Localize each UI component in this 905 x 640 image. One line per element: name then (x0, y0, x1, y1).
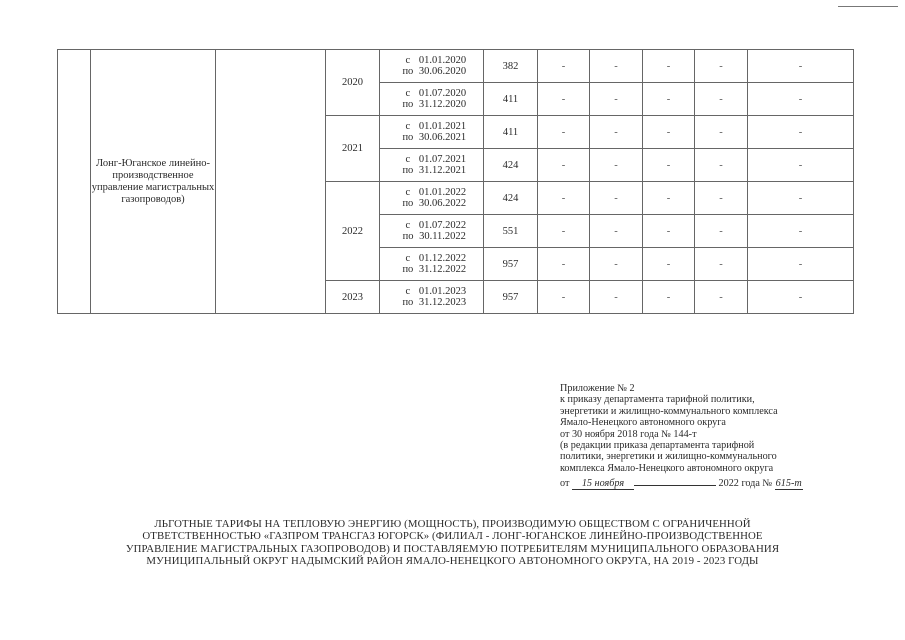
header-rule (838, 6, 898, 7)
period-cell (380, 149, 484, 182)
dash-cell: - (643, 116, 695, 149)
tariff-value-cell: 424 (484, 149, 538, 182)
tariff-value-cell: 957 (484, 248, 538, 281)
period-to-date: 30.06.2021 (418, 132, 467, 143)
period-from-date: 01.01.2020 (418, 55, 467, 66)
appendix-line: от 30 ноября 2018 года № 144-т (560, 428, 697, 440)
table-row (58, 50, 854, 83)
dash-cell: - (748, 281, 854, 314)
organization-cell: Лонг-Юганское линейно-производственное управление магистральных газопроводов) (91, 50, 216, 314)
title-line: УПРАВЛЕНИЕ МАГИСТРАЛЬНЫХ ГАЗОПРОВОДОВ) И ПОСТАВЛЯЕМУЮ ПОТРЕБИТЕЛЯМ МУНИЦИПАЛЬНОГО ОБРАЗОВАНИЯ (125, 542, 780, 555)
from-prefix: с (405, 253, 411, 264)
dash-cell: - (695, 116, 748, 149)
tariff-value-cell: 382 (484, 50, 538, 83)
dash-cell: - (538, 149, 590, 182)
dash-cell: - (590, 50, 643, 83)
to-prefix: по (402, 231, 414, 242)
period-from-date: 01.01.2022 (418, 187, 467, 198)
dash-cell: - (590, 215, 643, 248)
dash-cell: - (643, 149, 695, 182)
year-cell: 2022 (326, 182, 380, 281)
period-cell (380, 248, 484, 281)
dash-cell: - (748, 215, 854, 248)
year-text: 2022 года № (718, 478, 773, 490)
dash-cell: - (538, 281, 590, 314)
dash-cell: - (695, 149, 748, 182)
document-title (40, 518, 865, 568)
from-prefix: с (405, 187, 411, 198)
title-line: МУНИЦИПАЛЬНЫЙ ОКРУГ НАДЫМСКИЙ РАЙОН ЯМАЛО-НЕНЕЦКОГО АВТОНОМНОГО ОКРУГА, НА 2019 - 2023 ГОДЫ (146, 555, 759, 568)
period-from-date: 01.01.2023 (418, 286, 467, 297)
from-word: от (560, 478, 570, 490)
title-line: ЛЬГОТНЫЕ ТАРИФЫ НА ТЕПЛОВУЮ ЭНЕРГИЮ (МОЩНОСТЬ), ПРОИЗВОДИМУЮ ОБЩЕСТВОМ С ОГРАНИЧЕННОЙ (154, 518, 751, 530)
to-prefix: по (402, 66, 414, 77)
dash-cell: - (643, 50, 695, 83)
from-prefix: с (405, 220, 411, 231)
dash-cell: - (538, 248, 590, 281)
dash-cell: - (590, 83, 643, 116)
dash-cell: - (695, 83, 748, 116)
appendix-title: Приложение № 2 (560, 383, 635, 394)
appendix-line: энергетики и жилищно-коммунального комплекса (560, 405, 778, 417)
period-cell (380, 116, 484, 149)
period-from-date: 01.07.2021 (418, 154, 467, 165)
dash-cell: - (643, 281, 695, 314)
period-to-date: 30.11.2022 (419, 231, 466, 242)
dash-cell: - (538, 50, 590, 83)
period-from-date: 01.07.2020 (418, 88, 467, 99)
dash-cell: - (695, 248, 748, 281)
dash-cell: - (643, 83, 695, 116)
dash-cell: - (643, 215, 695, 248)
dash-cell: - (538, 116, 590, 149)
period-to-date: 31.12.2021 (418, 165, 467, 176)
tariff-value-cell: 411 (484, 116, 538, 149)
dash-cell: - (695, 50, 748, 83)
to-prefix: по (402, 99, 414, 110)
appendix-line: комплекса Ямало-Ненецкого автономного округа (560, 462, 774, 474)
period-to-date: 30.06.2022 (418, 198, 467, 209)
period-cell (380, 50, 484, 83)
period-cell (380, 182, 484, 215)
period-to-date: 31.12.2020 (418, 99, 467, 110)
from-prefix: с (405, 121, 411, 132)
period-cell (380, 215, 484, 248)
dash-cell: - (590, 281, 643, 314)
period-to-date: 31.12.2023 (418, 297, 467, 308)
empty-cell (216, 50, 326, 314)
tariff-value-cell: 957 (484, 281, 538, 314)
dash-cell: - (590, 116, 643, 149)
appendix-line: Ямало-Ненецкого автономного округа (560, 417, 726, 429)
handwritten-date: 15 ноября (572, 478, 634, 490)
to-prefix: по (402, 264, 414, 275)
dash-cell: - (643, 182, 695, 215)
appendix-line: (в редакции приказа департамента тарифной (560, 440, 755, 452)
dash-cell: - (538, 215, 590, 248)
period-from-date: 01.01.2021 (418, 121, 467, 132)
to-prefix: по (402, 165, 414, 176)
dash-cell: - (748, 149, 854, 182)
dash-cell: - (538, 83, 590, 116)
year-cell: 2023 (326, 281, 380, 314)
dash-cell: - (695, 182, 748, 215)
dash-cell: - (748, 50, 854, 83)
dash-cell: - (748, 248, 854, 281)
title-line: ОТВЕТСТВЕННОСТЬЮ «ГАЗПРОМ ТРАНСГАЗ ЮГОРСК» (ФИЛИАЛ - ЛОНГ-ЮГАНСКОЕ ЛИНЕЙНО-ПРОИЗВОДСТВЕННОЕ (142, 530, 763, 543)
dash-cell: - (538, 182, 590, 215)
from-prefix: с (405, 88, 411, 99)
appendix-line: политики, энергетики и жилищно-коммунального (560, 451, 777, 463)
tariff-value-cell: 411 (484, 83, 538, 116)
blank-underline (634, 474, 716, 486)
from-prefix: с (405, 154, 411, 165)
dash-cell: - (643, 248, 695, 281)
dash-cell: - (590, 182, 643, 215)
period-from-date: 01.12.2022 (418, 253, 467, 264)
appendix-signature-line (560, 474, 860, 490)
dash-cell: - (590, 248, 643, 281)
tariff-value-cell: 424 (484, 182, 538, 215)
period-cell (380, 83, 484, 116)
from-prefix: с (405, 286, 411, 297)
dash-cell: - (695, 281, 748, 314)
period-cell (380, 281, 484, 314)
period-from-date: 01.07.2022 (418, 220, 467, 231)
dash-cell: - (748, 116, 854, 149)
tariff-table (57, 49, 854, 314)
dash-cell: - (748, 83, 854, 116)
period-to-date: 30.06.2020 (418, 66, 467, 77)
to-prefix: по (402, 132, 414, 143)
dash-cell: - (590, 149, 643, 182)
to-prefix: по (402, 297, 414, 308)
from-prefix: с (405, 55, 411, 66)
tariff-value-cell: 551 (484, 215, 538, 248)
dash-cell: - (695, 215, 748, 248)
dash-cell: - (748, 182, 854, 215)
handwritten-number: 615-т (775, 478, 802, 490)
year-cell: 2021 (326, 116, 380, 182)
number-cell (58, 50, 91, 314)
appendix-block (560, 383, 860, 490)
to-prefix: по (402, 198, 414, 209)
period-to-date: 31.12.2022 (418, 264, 467, 275)
year-cell: 2020 (326, 50, 380, 116)
appendix-line: к приказу департамента тарифной политики, (560, 394, 755, 406)
